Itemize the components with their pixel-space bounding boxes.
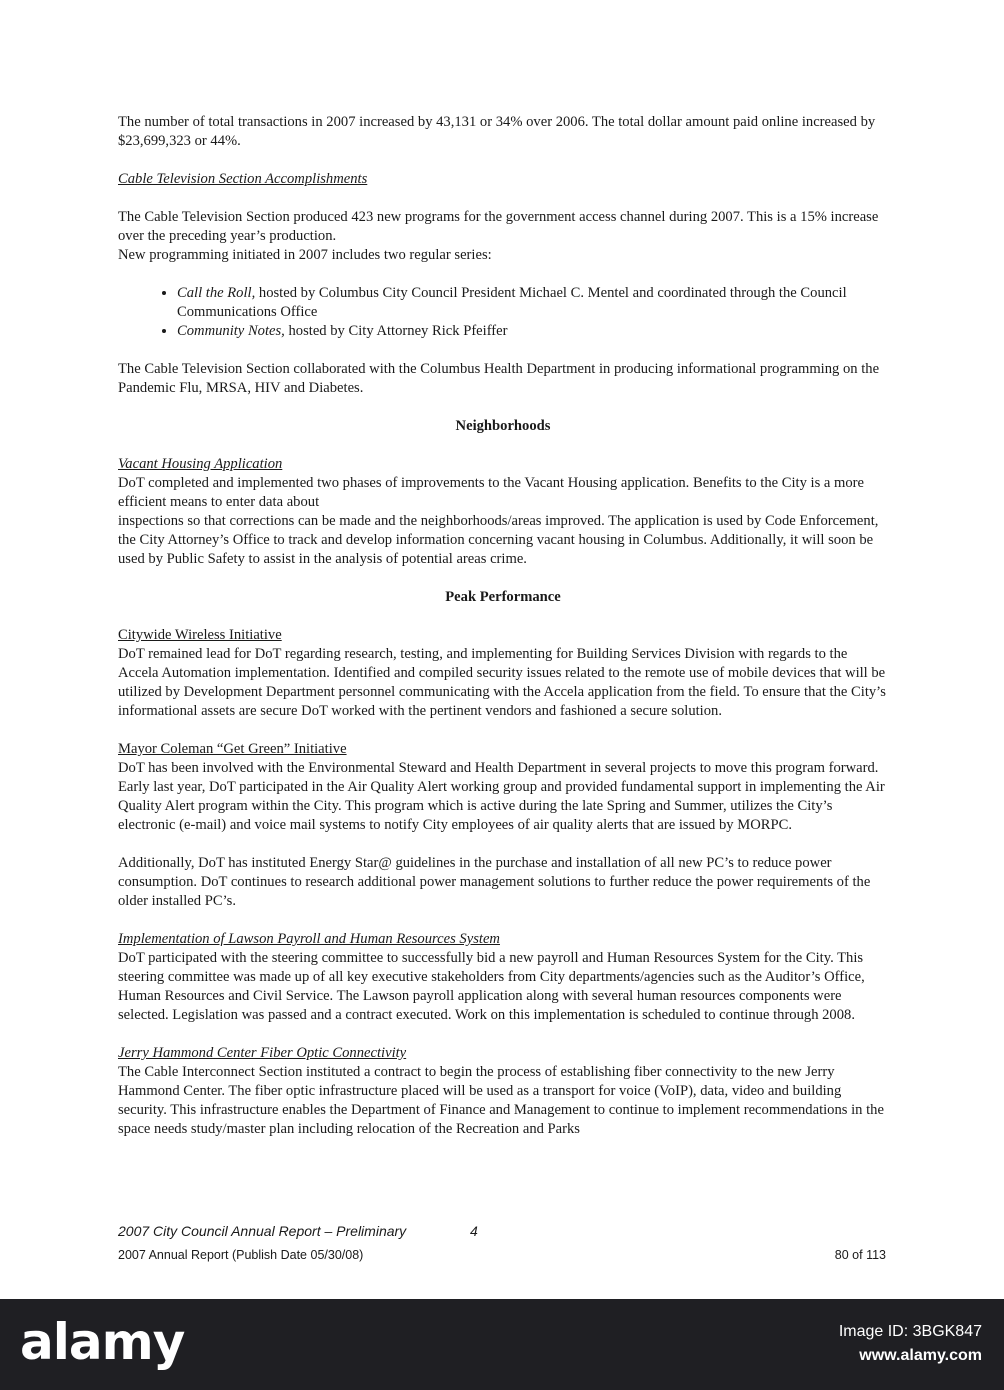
series-desc: hosted by Columbus City Council President Michael C. Mentel and coordinated through the Council Communications Office	[177, 285, 847, 320]
series-desc: hosted by City Attorney Rick Pfeiffer	[284, 323, 508, 339]
cable-section-heading: Cable Television Section Accomplishments	[118, 171, 368, 187]
series-title: Call the Roll,	[177, 285, 256, 301]
footer-page-count: 80 of 113	[834, 1248, 886, 1262]
intro-paragraph: The number of total transactions in 2007 increased by 43,131 or 34% over 2006. The total dollar amount paid online increased by $23,699,323 or 44%.	[118, 114, 876, 149]
footer-report-title: 2007 City Council Annual Report – Preliminary	[118, 1223, 407, 1239]
stock-image-id: Image ID: 3BGK847	[838, 1323, 982, 1340]
energy-star-text: Additionally, DoT has instituted Energy Star@ guidelines in the purchase and installation of all new PC’s to reduce power consumption. DoT continues to research additional power management solutions to further reduce the power requirements of the older installed PC’s.	[118, 855, 871, 909]
series-item-call-the-roll	[177, 284, 888, 322]
fiber-text: The Cable Interconnect Section instituted a contract to begin the process of establishing fiber connectivity to the new Jerry Hammond Center. The fiber optic infrastructure placed will be used as a transport for voice (VoIP), data, video and building security. This infrastructure enables the Department of Finance and Management to continue to implement recommendations in the space needs study/master plan including relocation of the Recreation and Parks	[118, 1064, 884, 1137]
lawson-heading: Implementation of Lawson Payroll and Human Resources System	[118, 931, 500, 947]
get-green-text: DoT has been involved with the Environmental Steward and Health Department in several projects to move this program forward. Early last year, DoT participated in the Air Quality Alert working group and provided fundamental support in implementing the Air Quality Alert program within the City. This program which is active during the late Spring and Summer, utilizes the City’s electronic (e-mail) and voice mail systems to notify City employees of air quality alerts that are issued by MORPC.	[118, 760, 885, 833]
cable-paragraph-2: New programming initiated in 2007 includes two regular series:	[118, 247, 492, 263]
cable-paragraph-3: The Cable Television Section collaborated with the Columbus Health Department in producing informational programming on the Pandemic Flu, MRSA, HIV and Diabetes.	[118, 361, 880, 396]
series-item-community-notes	[177, 322, 888, 341]
stock-url: www.alamy.com	[859, 1347, 982, 1364]
series-title: Community Notes,	[177, 323, 285, 339]
footer-page-number: 4	[470, 1223, 478, 1239]
lawson-text: DoT participated with the steering committee to successfully bid a new payroll and Human Resources System for the City. This steering committee was made up of all key executive stakeholders from City departments/agencies such as the Auditor’s Office, Human Resources and Civil Service. The Lawson payroll application along with several human resources components were selected. Legislation was passed and a contract executed. Work on this implementation is scheduled to continue through 2008.	[118, 950, 865, 1023]
get-green-heading: Mayor Coleman “Get Green” Initiative	[118, 741, 347, 757]
alamy-logo: alamy	[20, 1313, 185, 1371]
fiber-heading: Jerry Hammond Center Fiber Optic Connectivity	[118, 1045, 407, 1061]
vacant-housing-heading: Vacant Housing Application	[118, 456, 283, 472]
cable-paragraph-1: The Cable Television Section produced 423 new programs for the government access channel during 2007. This is a 15% increase over the preceding year’s production.	[118, 209, 879, 244]
document-body	[118, 113, 888, 1139]
vacant-housing-text-2: inspections so that corrections can be made and the neighborhoods/areas improved. The application is used by Code Enforcement, the City Attorney’s Office to track and develop information concerning vacant housing in Columbus. Additionally, it will soon be used by Public Safety to assist in the analysis of potential areas crime.	[118, 513, 879, 567]
series-list	[118, 284, 888, 341]
wireless-text: DoT remained lead for DoT regarding research, testing, and implementing for Building Services Division with regards to the Accela Automation implementation. Identified and compiled security issues related to the remote use of mobile devices that will be utilized by Development Department personnel communicating with the Accela application from the field. To ensure that the City’s informational assets are secure DoT worked with the pertinent vendors and fashioned a secure solution.	[118, 646, 886, 719]
wireless-heading: Citywide Wireless Initiative	[118, 627, 282, 643]
vacant-housing-text-1: DoT completed and implemented two phases of improvements to the Vacant Housing application. Benefits to the City is a more efficient means to enter data about	[118, 475, 865, 510]
footer-publish-line: 2007 Annual Report (Publish Date 05/30/08)	[118, 1248, 364, 1262]
neighborhoods-heading: Neighborhoods	[455, 418, 551, 434]
peak-performance-heading: Peak Performance	[445, 589, 561, 605]
